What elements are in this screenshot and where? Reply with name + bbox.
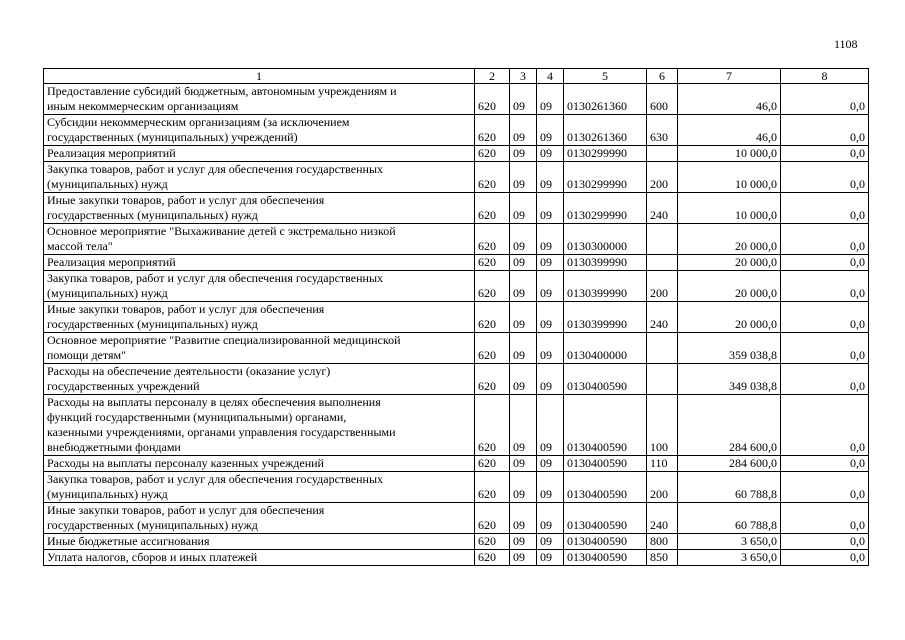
table-row: [44, 302, 869, 333]
cell-ministry-code: 620: [475, 271, 510, 302]
cell-section: 09: [510, 146, 537, 162]
cell-amount-2: 0,0: [781, 395, 869, 456]
cell-target-article: 0130400590: [564, 364, 647, 395]
row-description: Основное мероприятие "Развитие специализированной медицинской помощи детям": [44, 333, 475, 364]
row-description: Расходы на выплаты персоналу в целях обеспечения выполнения функций государственными (муниципальными) органами, казенными учреждениями, органами управления государственными внебюджетными фондами: [44, 395, 475, 456]
table-row: [44, 456, 869, 472]
row-description: Иные закупки товаров, работ и услуг для обеспечения государственных (муниципальных) нужд: [44, 503, 475, 534]
cell-expense-type: [647, 364, 678, 395]
page-number: 1108: [834, 37, 858, 51]
table-row: [44, 333, 869, 364]
cell-section: 09: [510, 271, 537, 302]
table-row: [44, 224, 869, 255]
cell-subsection: 09: [537, 550, 564, 566]
cell-amount: 46,0: [678, 115, 781, 146]
cell-section: 09: [510, 364, 537, 395]
cell-target-article: 0130299990: [564, 146, 647, 162]
row-description: Реализация мероприятий: [44, 255, 475, 271]
cell-section: 09: [510, 193, 537, 224]
row-description: Расходы на выплаты персоналу казенных учреждений: [44, 456, 475, 472]
cell-amount-2: 0,0: [781, 224, 869, 255]
cell-expense-type: 200: [647, 162, 678, 193]
cell-amount: 20 000,0: [678, 302, 781, 333]
cell-ministry-code: 620: [475, 472, 510, 503]
table-row: [44, 84, 869, 115]
cell-subsection: 09: [537, 255, 564, 271]
table-row: [44, 193, 869, 224]
cell-amount-2: 0,0: [781, 472, 869, 503]
cell-amount: 20 000,0: [678, 224, 781, 255]
cell-ministry-code: 620: [475, 224, 510, 255]
cell-amount: 349 038,8: [678, 364, 781, 395]
cell-subsection: 09: [537, 84, 564, 115]
cell-expense-type: 200: [647, 472, 678, 503]
cell-target-article: 0130400590: [564, 395, 647, 456]
cell-target-article: 0130399990: [564, 302, 647, 333]
cell-subsection: 09: [537, 162, 564, 193]
row-description: Закупка товаров, работ и услуг для обеспечения государственных (муниципальных) нужд: [44, 162, 475, 193]
cell-expense-type: [647, 333, 678, 364]
table-row: [44, 503, 869, 534]
table-row: [44, 146, 869, 162]
cell-section: 09: [510, 395, 537, 456]
cell-subsection: 09: [537, 193, 564, 224]
cell-amount: 20 000,0: [678, 271, 781, 302]
cell-ministry-code: 620: [475, 550, 510, 566]
table-body: [44, 84, 869, 566]
cell-target-article: 0130400590: [564, 534, 647, 550]
table-row: [44, 255, 869, 271]
cell-amount-2: 0,0: [781, 503, 869, 534]
row-description: Предоставление субсидий бюджетным, автономным учреждениям и иным некоммерческим организациям: [44, 84, 475, 115]
row-description: Закупка товаров, работ и услуг для обеспечения государственных (муниципальных) нужд: [44, 271, 475, 302]
cell-amount-2: 0,0: [781, 550, 869, 566]
row-description: Субсидии некоммерческим организациям (за исключением государственных (муниципальных) учреждений): [44, 115, 475, 146]
cell-subsection: 09: [537, 224, 564, 255]
cell-ministry-code: 620: [475, 84, 510, 115]
cell-section: 09: [510, 503, 537, 534]
table-row: [44, 271, 869, 302]
cell-ministry-code: 620: [475, 146, 510, 162]
cell-ministry-code: 620: [475, 395, 510, 456]
header-cell: 6: [647, 69, 678, 84]
cell-amount-2: 0,0: [781, 333, 869, 364]
header-cell: 1: [44, 69, 475, 84]
cell-amount-2: 0,0: [781, 456, 869, 472]
cell-subsection: 09: [537, 271, 564, 302]
row-description: Иные закупки товаров, работ и услуг для обеспечения государственных (муниципальных) нужд: [44, 302, 475, 333]
cell-amount-2: 0,0: [781, 193, 869, 224]
cell-subsection: 09: [537, 302, 564, 333]
cell-target-article: 0130300000: [564, 224, 647, 255]
cell-subsection: 09: [537, 472, 564, 503]
cell-section: 09: [510, 456, 537, 472]
cell-subsection: 09: [537, 456, 564, 472]
row-description: Основное мероприятие "Выхаживание детей с экстремально низкой массой тела": [44, 224, 475, 255]
cell-target-article: 0130299990: [564, 162, 647, 193]
cell-amount: 46,0: [678, 84, 781, 115]
cell-subsection: 09: [537, 146, 564, 162]
cell-subsection: 09: [537, 333, 564, 364]
cell-expense-type: 240: [647, 302, 678, 333]
cell-amount: 20 000,0: [678, 255, 781, 271]
cell-ministry-code: 620: [475, 162, 510, 193]
cell-expense-type: 240: [647, 503, 678, 534]
table-header-row: [44, 69, 869, 84]
cell-target-article: 0130299990: [564, 193, 647, 224]
header-cell: 7: [678, 69, 781, 84]
header-cell: 2: [475, 69, 510, 84]
row-description: Реализация мероприятий: [44, 146, 475, 162]
cell-ministry-code: 620: [475, 302, 510, 333]
table-row: [44, 364, 869, 395]
cell-target-article: 0130399990: [564, 271, 647, 302]
cell-subsection: 09: [537, 503, 564, 534]
cell-amount: 284 600,0: [678, 456, 781, 472]
cell-ministry-code: 620: [475, 364, 510, 395]
cell-expense-type: 850: [647, 550, 678, 566]
cell-ministry-code: 620: [475, 503, 510, 534]
cell-target-article: 0130261360: [564, 115, 647, 146]
cell-amount-2: 0,0: [781, 271, 869, 302]
cell-amount-2: 0,0: [781, 162, 869, 193]
cell-expense-type: 800: [647, 534, 678, 550]
cell-target-article: 0130261360: [564, 84, 647, 115]
header-cell: 5: [564, 69, 647, 84]
table-row: [44, 395, 869, 456]
cell-ministry-code: 620: [475, 456, 510, 472]
cell-section: 09: [510, 302, 537, 333]
cell-ministry-code: 620: [475, 534, 510, 550]
cell-target-article: 0130400000: [564, 333, 647, 364]
table-row: [44, 534, 869, 550]
cell-subsection: 09: [537, 364, 564, 395]
cell-amount: 359 038,8: [678, 333, 781, 364]
row-description: Закупка товаров, работ и услуг для обеспечения государственных (муниципальных) нужд: [44, 472, 475, 503]
cell-amount-2: 0,0: [781, 115, 869, 146]
cell-expense-type: 240: [647, 193, 678, 224]
cell-subsection: 09: [537, 534, 564, 550]
cell-amount: 3 650,0: [678, 550, 781, 566]
cell-target-article: 0130400590: [564, 472, 647, 503]
cell-target-article: 0130400590: [564, 550, 647, 566]
row-description: Иные закупки товаров, работ и услуг для обеспечения государственных (муниципальных) нужд: [44, 193, 475, 224]
cell-amount: 284 600,0: [678, 395, 781, 456]
cell-expense-type: [647, 255, 678, 271]
cell-amount: 10 000,0: [678, 162, 781, 193]
table-row: [44, 472, 869, 503]
cell-ministry-code: 620: [475, 193, 510, 224]
cell-target-article: 0130400590: [564, 456, 647, 472]
cell-section: 09: [510, 472, 537, 503]
row-description: Уплата налогов, сборов и иных платежей: [44, 550, 475, 566]
cell-target-article: 0130400590: [564, 503, 647, 534]
cell-subsection: 09: [537, 395, 564, 456]
cell-ministry-code: 620: [475, 333, 510, 364]
cell-section: 09: [510, 255, 537, 271]
cell-amount-2: 0,0: [781, 534, 869, 550]
cell-section: 09: [510, 84, 537, 115]
cell-section: 09: [510, 162, 537, 193]
cell-expense-type: 630: [647, 115, 678, 146]
cell-section: 09: [510, 550, 537, 566]
cell-expense-type: [647, 146, 678, 162]
cell-ministry-code: 620: [475, 115, 510, 146]
cell-amount: 10 000,0: [678, 193, 781, 224]
cell-amount-2: 0,0: [781, 84, 869, 115]
cell-expense-type: 600: [647, 84, 678, 115]
table-row: [44, 115, 869, 146]
cell-section: 09: [510, 224, 537, 255]
cell-amount-2: 0,0: [781, 255, 869, 271]
cell-amount: 10 000,0: [678, 146, 781, 162]
table-row: [44, 162, 869, 193]
header-cell: 3: [510, 69, 537, 84]
cell-expense-type: 100: [647, 395, 678, 456]
cell-amount: 60 788,8: [678, 503, 781, 534]
cell-amount: 60 788,8: [678, 472, 781, 503]
header-cell: 8: [781, 69, 869, 84]
cell-amount-2: 0,0: [781, 364, 869, 395]
cell-expense-type: [647, 224, 678, 255]
table-row: [44, 550, 869, 566]
cell-amount-2: 0,0: [781, 302, 869, 333]
row-description: Расходы на обеспечение деятельности (оказание услуг) государственных учреждений: [44, 364, 475, 395]
budget-table: [43, 68, 869, 566]
cell-amount-2: 0,0: [781, 146, 869, 162]
cell-section: 09: [510, 115, 537, 146]
cell-target-article: 0130399990: [564, 255, 647, 271]
row-description: Иные бюджетные ассигнования: [44, 534, 475, 550]
cell-expense-type: 200: [647, 271, 678, 302]
cell-subsection: 09: [537, 115, 564, 146]
cell-amount: 3 650,0: [678, 534, 781, 550]
cell-section: 09: [510, 333, 537, 364]
cell-expense-type: 110: [647, 456, 678, 472]
header-cell: 4: [537, 69, 564, 84]
cell-section: 09: [510, 534, 537, 550]
cell-ministry-code: 620: [475, 255, 510, 271]
